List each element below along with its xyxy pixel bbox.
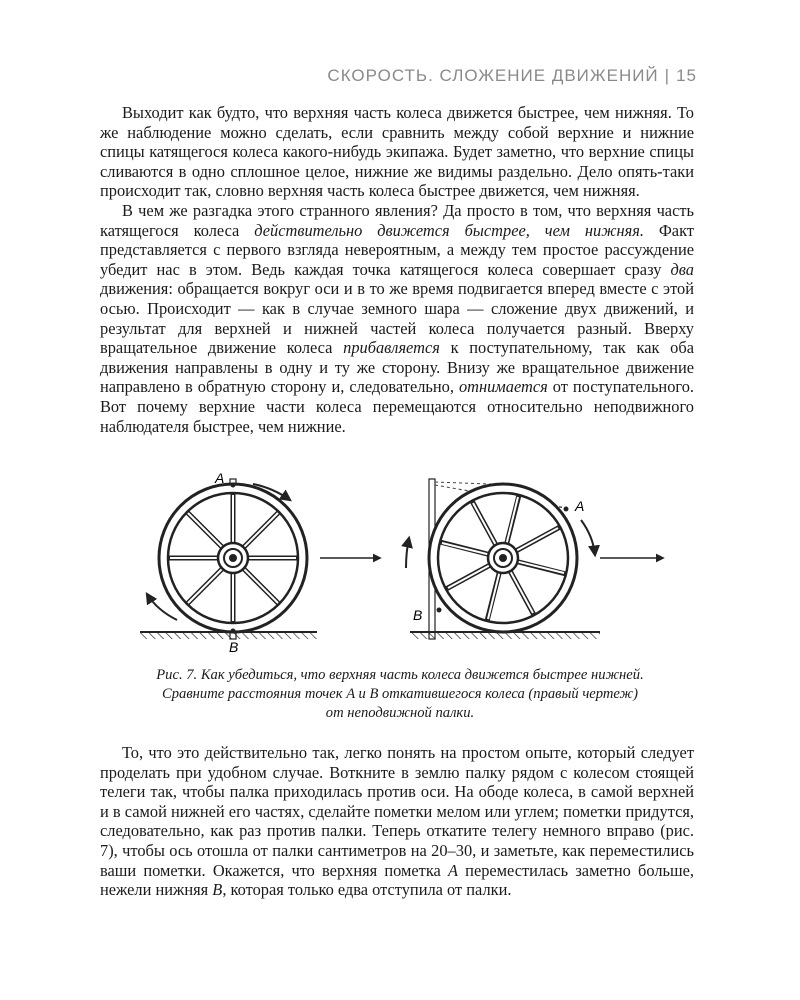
text-run: к поступательному, так как оба движения направлены в одну и ту же сторону. Внизу же вращательное движение направлено в обратную сторону и, следовательно,	[100, 338, 694, 397]
figure-7-wheels	[95, 452, 705, 666]
left-label-a: A	[215, 470, 225, 486]
text-run: Факт представляется с первого взгляда невероятным, а между тем простое рассуждение убедит нас в этом. Ведь каждая точка катящегося колеса совершает сразу	[100, 220, 694, 279]
text-run: То, что это действительно так, легко понять на простом опыте, который следует проделать при удобном случае. Воткните в землю палку рядом с колесом стоящей телеги так, чтобы палка приходилась против оси. На ободе колеса, в самой верхней и в самой нижней его частях, сделайте пометки мелом или углем; пометки придутся, следовательно, как раз против палки. Теперь откатите телегу немного вправо (рис. 7), чтобы ось отошла от палки сантиметров на 20–30, и заметьте, как переместились ваши пометки. Окажется, что верхняя пометка	[100, 743, 694, 880]
point-b-marker	[437, 608, 442, 613]
italic-text: два	[670, 259, 694, 279]
left-label-b: B	[229, 639, 239, 655]
left-wheel	[159, 483, 307, 634]
right-label-a: A	[575, 498, 585, 514]
paragraph	[100, 201, 694, 436]
page-number: 15	[676, 66, 697, 85]
caption-line-2: Сравните расстояния точек A и B откатившегося колеса (правый чертеж)	[162, 686, 638, 702]
point-a-marker	[564, 507, 569, 512]
point-b-marker	[231, 629, 236, 634]
text-run: переместилась заметно больше, нежели нижняя	[100, 860, 694, 900]
italic-text: прибавляется	[343, 338, 440, 358]
paragraph	[100, 743, 694, 900]
body-text-top	[100, 103, 694, 436]
chapter-title: СКОРОСТЬ. СЛОЖЕНИЕ ДВИЖЕНИЙ	[327, 66, 659, 85]
italic-text: действительно движется быстрее, чем нижняя.	[254, 220, 644, 240]
right-rotation-arrow-top	[581, 520, 595, 555]
text-run: , которая только едва отступила от палки.	[222, 880, 512, 900]
right-rotation-arrow-left	[406, 538, 409, 568]
italic-text: B	[212, 880, 223, 900]
text-run: движения: обращается вокруг оси и в то же время подвигается вперед вместе с этой осью. Происходит — как в случае земного шара — сложение двух движений, и результат для верхней и нижней частей колеса получается разный. Вверху вращательное движение колеса	[100, 279, 694, 358]
text-run: Выходит как будто, что верхняя часть колеса движется быстрее, чем нижняя. То же наблюдение можно сделать, если сравнить между собой верхние и нижние спицы катящегося колеса какого-нибудь экипажа. Будет заметно, что верхние спицы сливаются в одно сплошное целое, нижние же видимы раздельно. Дело опять-таки происходит так, словно верхняя часть колеса быстрее движется, чем нижняя.	[100, 103, 694, 201]
text-run: В чем же разгадка этого странного явления? Да просто в том, что верхняя часть катящегося колеса	[100, 200, 694, 240]
point-a-marker	[231, 483, 236, 488]
caption-line-3: от неподвижной палки.	[325, 705, 475, 721]
italic-text: отнимается	[458, 377, 548, 397]
text-run: от поступательного. Вот почему верхние части колеса перемещаются относительно неподвижного наблюдателя быстрее, чем нижние.	[100, 377, 694, 436]
figure-caption	[80, 666, 720, 723]
caption-line-1: Рис. 7. Как убедиться, что верхняя часть колеса движется быстрее нижней.	[156, 667, 644, 683]
italic-text: A	[447, 860, 458, 880]
paragraph	[100, 103, 694, 201]
running-header	[327, 66, 697, 86]
right-label-b: B	[413, 607, 423, 623]
body-text-bottom	[100, 743, 694, 900]
right-wheel	[429, 484, 577, 632]
header-separator: |	[664, 66, 671, 85]
